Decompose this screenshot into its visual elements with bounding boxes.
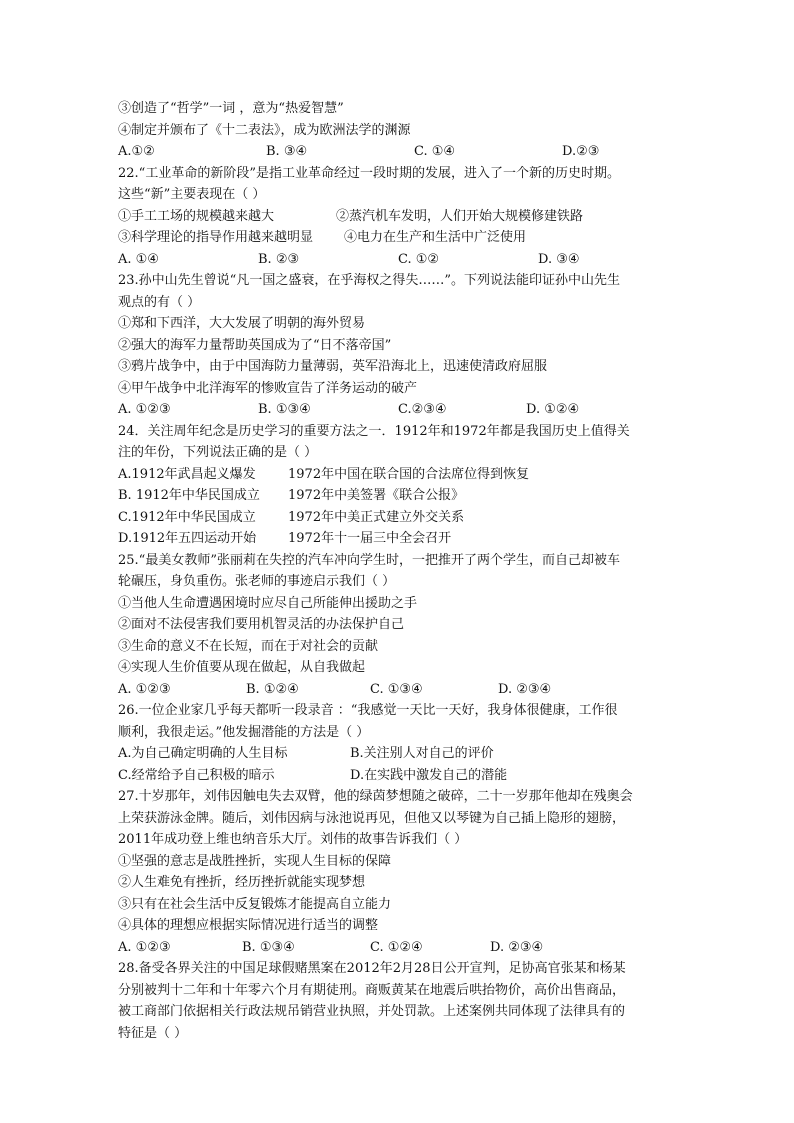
q24-option-d-year-1972: 1972年十一届三中全会召开 [288,531,452,546]
q22-item-3: ③科学理论的指导作用越来越明显 [118,230,314,245]
q27-item-1: ①坚强的意志是战胜挫折，实现人生目标的保障 [118,853,392,869]
q28-stem-line-2: 分别被判十二年和十年零六个月有期徒刑。商贩黄某在地震后哄抬物价，高价出售商品， [118,982,626,998]
q22-option-a: A. ①④ [118,251,159,267]
q25-item-3: ③生命的意义不在长短，而在于对社会的贡献 [118,638,379,654]
q25-stem-line-2: 轮碾压，身负重伤。张老师的事迹启示我们（ ） [118,574,396,589]
q25-option-b: B. ①②④ [246,681,299,697]
q27-item-2: ②人生难免有挫折，经历挫折就能实现梦想 [118,875,366,890]
q21-option-b: B. ③④ [266,144,308,159]
q27-option-a: A. ①②③ [118,939,171,955]
q24-option-d [118,528,688,550]
q25-option-a: A. ①②③ [118,681,171,697]
q25-options [118,679,688,701]
q27-options [118,937,688,959]
q28-stem-line-4: 特征是（ ） [118,1025,188,1041]
q28-stem-line-1: 28.备受各界关注的中国足球假赌黑案在2012年2月28日公开宣判，足协高官张某和杨某 [118,961,626,976]
q22-stem-line-1: 22.“工业革命的新阶段”是指工业革命经过一段时期的发展，进入了一个新的历史时期。 [118,165,620,181]
q27-item-3: ③只有在社会生活中反复锻炼才能提高自立能力 [118,896,392,912]
q21-item-4: ④制定并颁布了《十二表法》，成为欧洲法学的渊源 [118,122,411,138]
q21-options [118,141,688,163]
q26-option-c: C.经常给予自己积极的暗示 [118,767,275,783]
q23-option-d: D. ①②④ [526,402,580,417]
q27-option-c: C. ①②④ [370,939,423,955]
q26-stem-line-1: 26.一位企业家几乎每天都听一段录音 ：“我感觉一天比一天好，我身体很健康，工作很 [118,703,618,718]
q23-item-3: ③鸦片战争中，由于中国海防力量薄弱，英军沿海北上，迅速使清政府屈服 [118,359,548,374]
q24-option-c [118,507,688,529]
q22-option-b: B. ②③ [258,251,300,267]
q21-item-3: ③创造了“哲学”一词 ，意为“热爱智慧” [118,101,344,116]
q23-option-c: C.②③④ [398,402,447,417]
q23-option-a: A. ①②③ [118,402,171,417]
q24-option-a [118,464,688,486]
q24-option-c-year-1912: C.1912年中华民国成立 [118,509,256,525]
q21-option-c: C. ①④ [414,144,456,159]
q27-stem-line-2: 上荣获游泳金牌。随后，刘伟因病与泳池说再见，但他又以琴键为自己插上隐形的翅膀， [118,810,626,826]
q26-stem-line-2: 顺利，我很走运。”他发掘潜能的方法是（ ） [118,724,370,740]
q23-stem-line-2: 观点的有（ ） [118,294,201,310]
q24-option-c-year-1972: 1972年中美正式建立外交关系 [288,509,465,525]
q27-item-4: ④具体的理想应根据实际情况进行适当的调整 [118,918,379,933]
q27-stem-line-3: 2011年成功登上维也纳音乐大厅。刘伟的故事告诉我们（ ） [118,832,468,847]
q24-option-b-year-1912: B. 1912年中华民国成立 [118,488,260,503]
q25-option-d: D. ②③④ [498,681,552,697]
q22-item-4: ④电力在生产和生活中广泛使用 [344,230,527,245]
q25-stem-line-1: 25.“最美女教师”张丽莉在失控的汽车冲向学生时，一把推开了两个学生，而自己却被车 [118,552,620,568]
q22-items-row-2 [118,227,688,249]
q23-option-b: B. ①③④ [258,402,311,417]
q21-option-a: A.①② [118,144,155,159]
q22-options [118,249,688,271]
q23-item-4: ④甲午战争中北洋海军的惨败宣告了洋务运动的破产 [118,380,418,396]
q23-stem-line-1: 23.孙中山先生曾说“凡一国之盛衰，在乎海权之得失……”。下列说法能印证孙中山先生 [118,273,620,288]
q25-option-c: C. ①③④ [370,681,423,697]
q24-stem-line-2: 注的年份，下列说法正确的是（ ） [118,445,318,460]
q25-item-2: ②面对不法侵害我们要用机智灵活的办法保护自己 [118,617,405,632]
q24-option-b [118,485,688,507]
q26-option-d: D.在实践中激发自己的潜能 [350,767,508,783]
question-content [118,98,688,1044]
q24-stem-line-1: 24．关注周年纪念是历史学习的重要方法之一．1912年和1972年都是我国历史上值得关 [118,423,630,439]
q21-option-d: D.②③ [562,144,600,159]
q23-item-2: ②强大的海军力量帮助英国成为了“日不落帝国” [118,337,392,353]
q28-stem-line-3: 被工商部门依据相关行政法规吊销营业执照，并处罚款。上述案例共同体现了法律具有的 [118,1004,626,1019]
q22-items-row-1 [118,206,688,228]
q24-option-b-year-1972: 1972年中美签署《联合公报》 [288,488,465,503]
q22-item-2: ②蒸汽机车发明，人们开始大规模修建铁路 [336,208,584,224]
q22-option-c: C. ①② [398,251,440,267]
q23-item-1: ①郑和下西洋，大大发展了明朝的海外贸易 [118,316,366,331]
q22-stem-line-2: 这些“新”主要表现在（ ） [118,187,266,202]
q25-item-4: ④实现人生价值要从现在做起，从自我做起 [118,660,366,675]
q22-item-1: ①手工工场的规模越来越大 [118,208,275,224]
q24-option-a-year-1972: 1972年中国在联合国的合法席位得到恢复 [288,466,530,482]
q27-option-b: B. ①③④ [242,939,295,955]
q25-item-1: ①当他人生命遭遇困境时应尽自己所能伸出援助之手 [118,595,418,611]
q23-options [118,399,688,421]
q26-option-b: B.关注别人对自己的评价 [350,746,494,761]
q26-options-row-2 [118,765,688,787]
q24-option-a-year-1912: A.1912年武昌起义爆发 [118,466,256,482]
q27-stem-line-1: 27.十岁那年，刘伟因触电失去双臂，他的绿茵梦想随之破碎，二十一岁那年他却在残奥会 [118,789,633,804]
q22-option-d: D. ③④ [538,251,580,267]
q24-option-d-year-1912: D.1912年五四运动开始 [118,531,257,546]
q26-options-row-1 [118,743,688,765]
q26-option-a: A.为自己确定明确的人生目标 [118,746,288,761]
q27-option-d: D. ②③④ [490,939,544,955]
